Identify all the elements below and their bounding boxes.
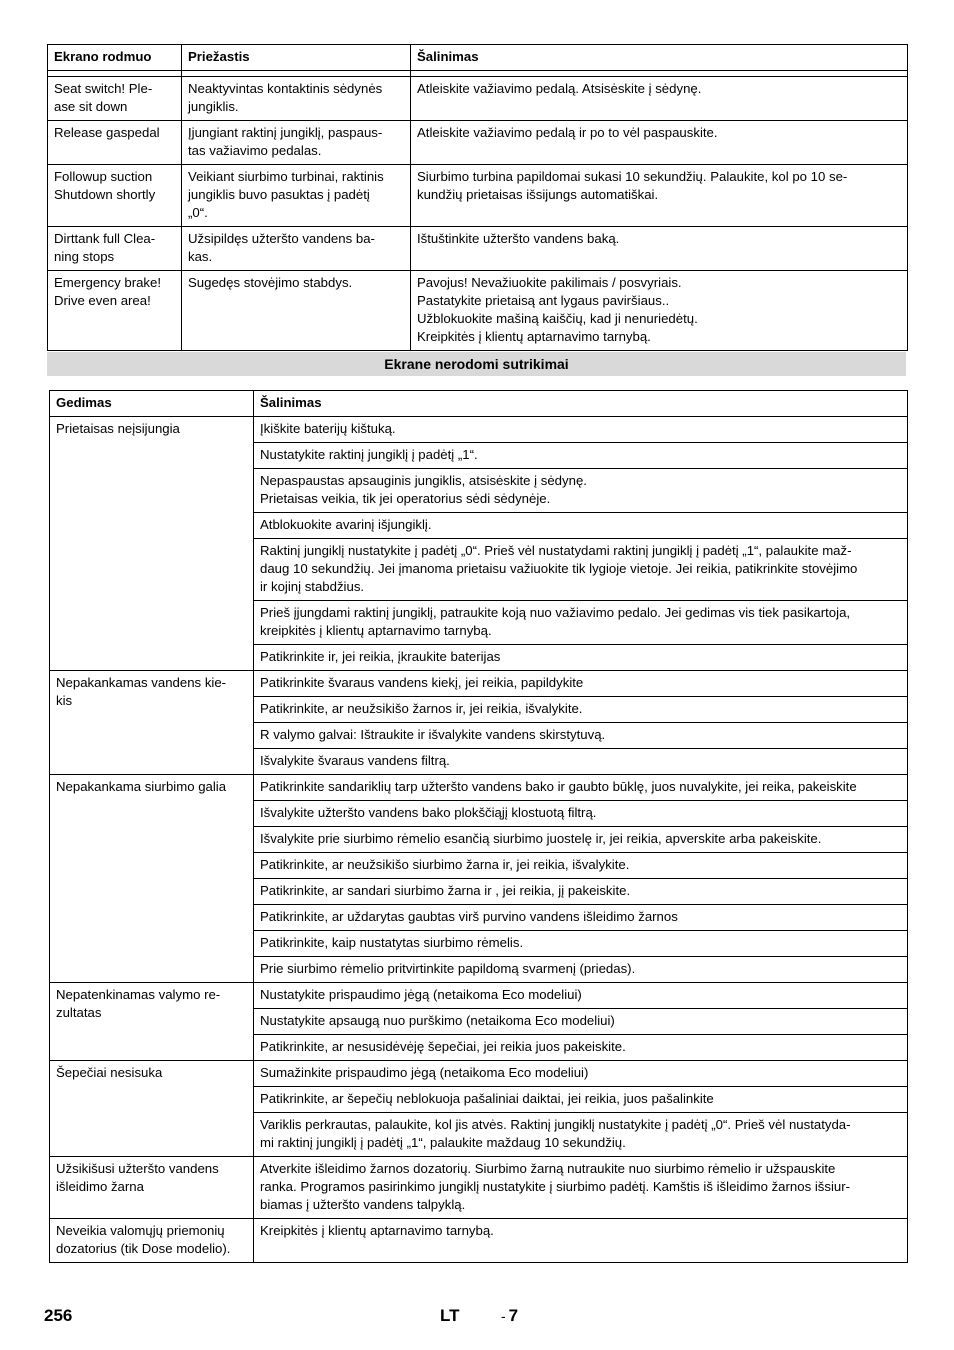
remedy-cell: Nustatykite raktinį jungiklį į padėtį „1“.	[254, 443, 908, 469]
remedy-cell: Išvalykite prie siurbimo rėmelio esančią siurbimo juostelę ir, jei reikia, apverskite arba pakeiskite.	[254, 827, 908, 853]
table-row	[50, 1219, 908, 1263]
remedy-cell: Išvalykite švaraus vandens filtrą.	[254, 749, 908, 775]
remedy-cell: Patikrinkite, ar neužsikišo siurbimo žarna ir, jei reikia, išvalykite.	[254, 853, 908, 879]
remedy-cell: Atleiskite važiavimo pedalą. Atsisėskite į sėdynę.	[411, 77, 908, 121]
fault-cell: Nepatenkinamas valymo re- zultatas	[50, 983, 254, 1061]
language-code: LT	[440, 1306, 460, 1325]
remedy-cell: Nepaspaustas apsauginis jungiklis, atsisėskite į sėdynę. Prietaisas veikia, tik jei operatorius sėdi sėdynėje.	[254, 469, 908, 513]
page-number: 256	[44, 1306, 73, 1325]
table-row	[50, 1061, 908, 1087]
display-message-cell: Emergency brake! Drive even area!	[48, 271, 182, 351]
table-row	[50, 775, 908, 801]
cause-cell: Neaktyvintas kontaktinis sėdynės jungiklis.	[182, 77, 411, 121]
remedy-cell: Patikrinkite, ar šepečių neblokuoja pašaliniai daiktai, jei reikia, juos pašalinkite	[254, 1087, 908, 1113]
fault-cell: Šepečiai nesisuka	[50, 1061, 254, 1157]
table-row	[48, 165, 908, 227]
column-header: Gedimas	[50, 391, 254, 417]
table-header-row	[50, 391, 908, 417]
remedy-cell: Atleiskite važiavimo pedalą ir po to vėl paspauskite.	[411, 121, 908, 165]
remedy-cell: Siurbimo turbina papildomai sukasi 10 sekundžių. Palaukite, kol po 10 se- kundžių prietaisas išsijungs automatiškai.	[411, 165, 908, 227]
table-row	[50, 671, 908, 697]
remedy-cell: Raktinį jungiklį nustatykite į padėtį „0“. Prieš vėl nustatydami raktinį jungiklį į padėtį „1“, palaukite maž- daug 10 sekundžių. Jei įmanoma prietaisu važiuokite tik lygioje vietoje. Jei reikia, patikrinkite stovėjimo ir kojinį stabdžius.	[254, 539, 908, 601]
remedy-cell: Nustatykite apsaugą nuo purškimo (netaikoma Eco modeliui)	[254, 1009, 908, 1035]
remedy-cell: Išvalykite užteršto vandens bako plokščiąjį klostuotą filtrą.	[254, 801, 908, 827]
table-row	[48, 77, 908, 121]
remedy-cell: Ištuštinkite užteršto vandens baką.	[411, 227, 908, 271]
remedy-cell: Atverkite išleidimo žarnos dozatorių. Siurbimo žarną nutraukite nuo siurbimo rėmelio ir užspauskite ranka. Programos pasirinkimo jungiklį nustatykite į siurbimo padėtį. Kamštis iš išleidimo žarnos išsiur- biamas į užteršto vandens talpyklą.	[254, 1157, 908, 1219]
remedy-cell: Kreipkitės į klientų aptarnavimo tarnybą.	[254, 1219, 908, 1263]
remedy-cell: Patikrinkite sandariklių tarp užteršto vandens bako ir gaubto būklę, juos nuvalykite, jei reika, pakeiskite	[254, 775, 908, 801]
remedy-cell: Patikrinkite, ar uždarytas gaubtas virš purvino vandens išleidimo žarnos	[254, 905, 908, 931]
fault-cell: Prietaisas neįsijungia	[50, 417, 254, 671]
fault-cell: Nepakankama siurbimo galia	[50, 775, 254, 983]
table-row	[50, 1157, 908, 1219]
display-message-cell: Release gaspedal	[48, 121, 182, 165]
column-header: Priežastis	[182, 45, 411, 71]
fault-cell: Nepakankamas vandens kie- kis	[50, 671, 254, 775]
remedy-cell: Patikrinkite, ar sandari siurbimo žarna ir , jei reikia, jį pakeiskite.	[254, 879, 908, 905]
remedy-cell: Patikrinkite švaraus vandens kiekį, jei reikia, papildykite	[254, 671, 908, 697]
section-page: 7	[508, 1306, 519, 1325]
column-header: Ekrano rodmuo	[48, 45, 182, 71]
fault-table	[49, 390, 908, 1263]
column-header: Šalinimas	[254, 391, 908, 417]
table-row	[48, 121, 908, 165]
section-title: Ekrane nerodomi sutrikimai	[47, 352, 906, 376]
display-messages-table	[47, 44, 908, 351]
remedy-cell: Prieš įjungdami raktinį jungiklį, patraukite koją nuo važiavimo pedalo. Jei gedimas vis tiek pasikartoja, kreipkitės į klientų aptarnavimo tarnybą.	[254, 601, 908, 645]
table-row	[50, 983, 908, 1009]
display-message-cell: Seat switch! Ple- ase sit down	[48, 77, 182, 121]
table-header-row	[48, 45, 908, 71]
remedy-cell: Sumažinkite prispaudimo jėgą (netaikoma Eco modeliui)	[254, 1061, 908, 1087]
fault-cell: Užsikišusi užteršto vandens išleidimo žarna	[50, 1157, 254, 1219]
remedy-cell: Variklis perkrautas, palaukite, kol jis atvės. Raktinį jungiklį nustatykite į padėtį „0“. Prieš vėl nustatyda- mi raktinį jungiklį į padėtį „1“, palaukite maždaug 10 sekundžių.	[254, 1113, 908, 1157]
remedy-cell: Nustatykite prispaudimo jėgą (netaikoma Eco modeliui)	[254, 983, 908, 1009]
cause-cell: Veikiant siurbimo turbinai, raktinis jungiklis buvo pasuktas į padėtį „0“.	[182, 165, 411, 227]
remedy-cell: Patikrinkite, ar neužsikišo žarnos ir, jei reikia, išvalykite.	[254, 697, 908, 723]
display-message-cell: Followup suction Shutdown shortly	[48, 165, 182, 227]
remedy-cell: Pavojus! Nevažiuokite pakilimais / posvyriais. Pastatykite prietaisą ant lygaus paviršiaus.. Užblokuokite mašiną kaiščių, kad ji nenuriedėtų. Kreipkitės į klientų aptarnavimo tarnybą.	[411, 271, 908, 351]
display-message-cell: Dirttank full Clea- ning stops	[48, 227, 182, 271]
cause-cell: Įjungiant raktinį jungiklį, paspaus- tas važiavimo pedalas.	[182, 121, 411, 165]
remedy-cell: R valymo galvai: Ištraukite ir išvalykite vandens skirstytuvą.	[254, 723, 908, 749]
remedy-cell: Įkiškite baterijų kištuką.	[254, 417, 908, 443]
remedy-cell: Patikrinkite, ar nesusidėvėję šepečiai, jei reikia juos pakeiskite.	[254, 1035, 908, 1061]
fault-cell: Neveikia valomųjų priemonių dozatorius (tik Dose modelio).	[50, 1219, 254, 1263]
remedy-cell: Patikrinkite ir, jei reikia, įkraukite baterijas	[254, 645, 908, 671]
table-row	[48, 227, 908, 271]
remedy-cell: Patikrinkite, kaip nustatytas siurbimo rėmelis.	[254, 931, 908, 957]
remedy-cell: Prie siurbimo rėmelio pritvirtinkite papildomą svarmenį (priedas).	[254, 957, 908, 983]
table-row	[50, 417, 908, 443]
column-header: Šalinimas	[411, 45, 908, 71]
remedy-cell: Atblokuokite avarinį išjungiklį.	[254, 513, 908, 539]
table-row	[48, 271, 908, 351]
cause-cell: Sugedęs stovėjimo stabdys.	[182, 271, 411, 351]
section-page-number	[501, 1306, 518, 1326]
footer-dash: -	[501, 1308, 506, 1324]
cause-cell: Užsipildęs užteršto vandens ba- kas.	[182, 227, 411, 271]
